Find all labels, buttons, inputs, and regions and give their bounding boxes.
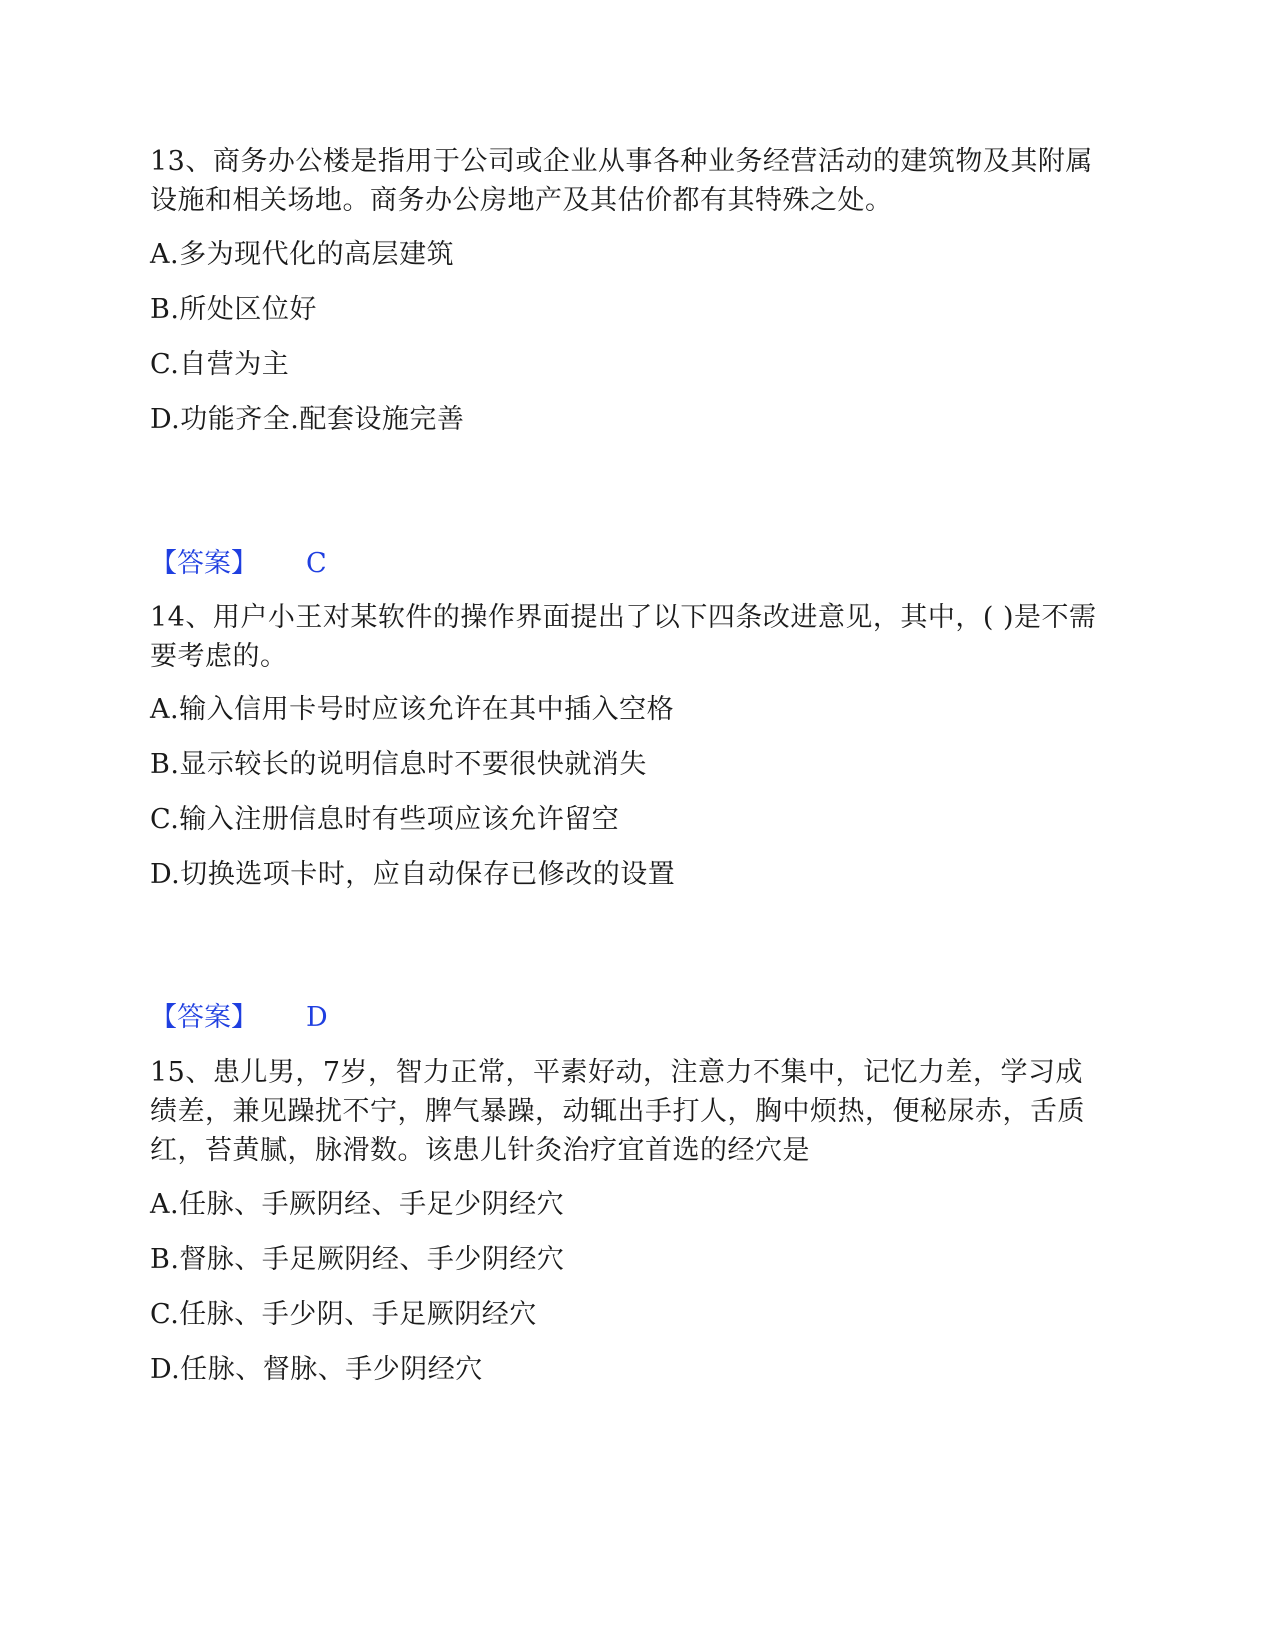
question-14-option-c: C.输入注册信息时有些项应该允许留空 xyxy=(150,804,620,835)
question-14-answer xyxy=(150,998,328,1037)
question-15-stem: 15、患儿男，7岁，智力正常，平素好动，注意力不集中，记忆力差，学习成绩差，兼见躁扰不宁，脾气暴躁，动辄出手打人，胸中烦热，便秘尿赤，舌质红，苔黄腻，脉滑数。该患儿针灸治疗宜首选的经穴是 xyxy=(150,1057,1085,1166)
question-14-option-d: D.切换选项卡时，应自动保存已修改的设置 xyxy=(150,859,676,890)
answer-tag: 【答案】 xyxy=(150,1002,258,1033)
question-14-option-b: B.显示较长的说明信息时不要很快就消失 xyxy=(150,749,647,780)
question-13-option-a: A.多为现代化的高层建筑 xyxy=(150,239,455,270)
answer-value: C xyxy=(306,548,327,579)
question-13-answer xyxy=(150,544,327,583)
question-13-option-b: B.所处区位好 xyxy=(150,294,317,325)
question-13-stem: 13、商务办公楼是指用于公司或企业从事各种业务经营活动的建筑物及其附属设施和相关场地。商务办公房地产及其估价都有其特殊之处。 xyxy=(150,146,1093,216)
question-14-stem: 14、用户小王对某软件的操作界面提出了以下四条改进意见，其中，( )是不需要考虑的。 xyxy=(150,602,1097,672)
answer-tag: 【答案】 xyxy=(150,548,258,579)
question-13-option-c: C.自营为主 xyxy=(150,349,290,380)
question-14-option-a: A.输入信用卡号时应该允许在其中插入空格 xyxy=(150,694,675,725)
question-13-option-d: D.功能齐全.配套设施完善 xyxy=(150,404,465,435)
answer-value: D xyxy=(306,1002,328,1033)
question-15-option-c: C.任脉、手少阴、手足厥阴经穴 xyxy=(150,1299,537,1330)
question-15-option-b: B.督脉、手足厥阴经、手少阴经穴 xyxy=(150,1244,565,1275)
question-15-option-d: D.任脉、督脉、手少阴经穴 xyxy=(150,1354,483,1385)
question-15-option-a: A.任脉、手厥阴经、手足少阴经穴 xyxy=(150,1189,565,1220)
